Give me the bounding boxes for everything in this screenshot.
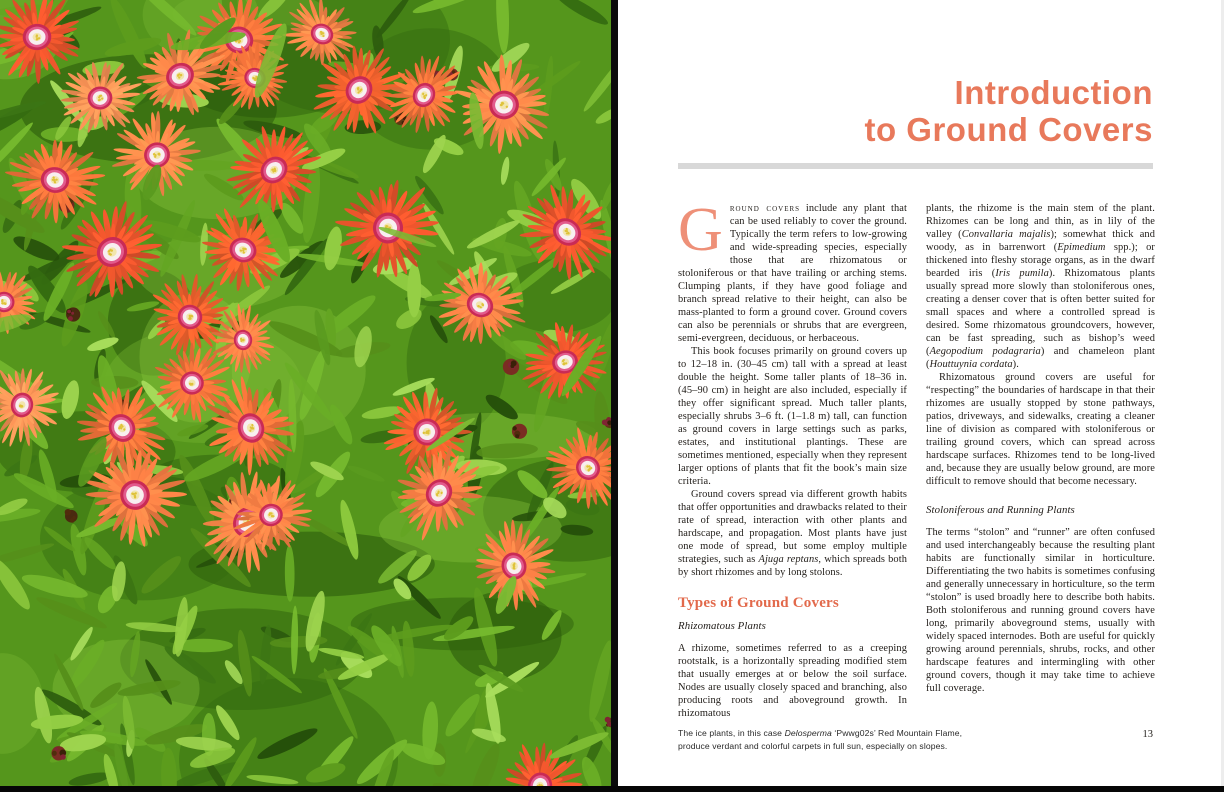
drop-cap: G [678, 196, 723, 264]
chapter-title-line2: to Ground Covers [864, 111, 1153, 148]
right-page [618, 0, 1224, 792]
chapter-title [864, 74, 1153, 148]
subheading-rhizomatous: Rhizomatous Plants [678, 620, 766, 632]
paragraph-opening [678, 196, 907, 345]
paragraph-rhizome-continued: plants, the rhizome is the main stem of the plant. Rhizomes can be long and thin, as in lily of the valley (Convallaria majalis); somewhat thick and woody, as in barrenwort (Epimedium spp.); or thickened into fleshy storage organs, as in the dwarf bearded iris (Iris pumila). Rhizomatous plants usually spread more slowly than stoloniferous ones, creating a denser cover that is often better suited for small spaces and where a controlled spread is desired. Some rhizomatous groundcovers, however, can be fast spreading, such as bishop’s weed (Aegopodium podagraria) and chameleon plant (Houttuynia cordata). [926, 203, 1156, 370]
paragraph-rhizome-definition: A rhizome, sometimes referred to as a creeping rootstalk, is a horizontally spreading modified stem that usually emerges at or below the soil surface. Nodes are usually closely spaced and branching, also producing roots and aboveground growth. In rhizomatous [678, 643, 907, 719]
paragraph-growth-habits: Ground covers spread via different growth habits that offer opportunities and drawbacks related to their rate of spread, interaction with other plants and hardscape, and propagation. Most plants have just one mode of spread, but some employ multiple strategies, such as Ajuga reptans, which spreads both by short rhizomes and by long stolons. [678, 489, 907, 578]
paragraph-rhizome-boundaries: Rhizomatous ground covers are useful for “respecting” the boundaries of hardscape in that their rhizomes are usually stopped by stone pathways, patios, driveways, and sidewalks, creating a cleaner line of division as compared with stoloniferous or trailing ground covers, which can spread across hardscape surfaces. Rhizomes tend to be long-lived and, because they are usually below ground, are more difficult to remove should that become necessary. [926, 372, 1155, 487]
paragraph-opening-text: round covers include any plant that can be used reliably to cover the ground. Typically the term refers to low-growing and wide-spreading species, especially those that are rhizomatous or stoloniferous or that have trailing or arching stems. Clumping plants, if they have good foliage and branch spread relative to their height, can also be mass-planted to form a ground cover. Ground covers can also be perennials or shrubs that are evergreen, semi-evergreen, deciduous, or herbaceous. [678, 203, 907, 344]
title-rule [678, 163, 1153, 169]
chapter-title-line1: Introduction [954, 74, 1153, 111]
paragraph-stolon-runner: The terms “stolon” and “runner” are often confused and used interchangeably because the resulting plant habits are functionally similar in horticulture. Differentiating the two habits is sometimes confusing and generally unnecessary in horticulture, so the term “stolon” is used broadly here to describe both habits. Both stoloniferous and running ground covers have long, primarily aboveground stems, usually with widely spaced internodes. Both are useful for quickly growing around perennials, shrubs, rocks, and other hardscape features and intermingling with other ground covers, though it may take time to achieve full coverage. [926, 527, 1155, 694]
subheading-stoloniferous: Stoloniferous and Running Plants [926, 504, 1075, 516]
text-column-left [678, 196, 908, 720]
text-column-right [926, 202, 1155, 695]
page-gutter [611, 0, 618, 792]
photo-caption: The ice plants, in this case Delosperma ‘Pwwg02s’ Red Mountain Flame, produce verdant and colorful carpets in full sun, especially on slopes. [678, 728, 963, 751]
bottom-trim-bar [0, 786, 1224, 792]
section-heading-types: Types of Ground Covers [678, 595, 839, 611]
paragraph-book-scope: This book focuses primarily on ground covers up to 12–18 in. (30–45 cm) tall with a spread at least double the height. Some taller plants of 18–36 in. (45–90 cm) in height are also included, especially if they offer significant spread. Much taller plants, especially shrubs 3–6 ft. (1–1.8 m) tall, can function as ground covers in large settings such as parks, estates, and institutional plantings. These are sometimes mentioned, especially when they represent larger options of plants that fit the book’s main size criteria. [678, 346, 908, 487]
page-number: 13 [1142, 729, 1153, 740]
